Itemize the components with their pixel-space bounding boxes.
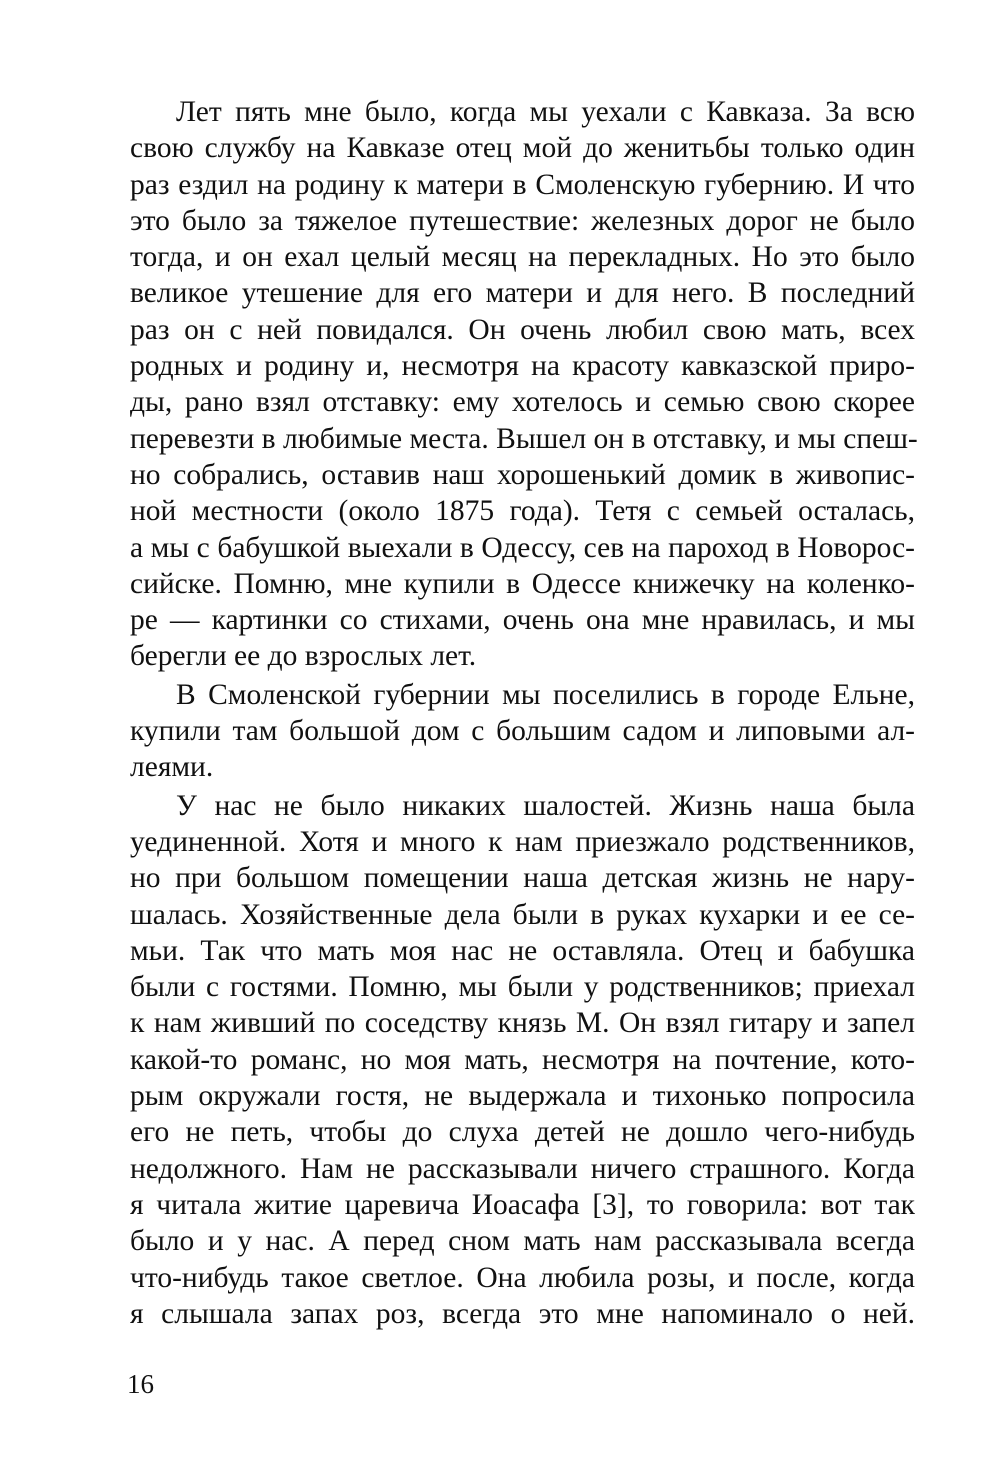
text-line: великое утешение для его матери и для него. В последний <box>130 277 915 310</box>
text-line: а мы с бабушкой выехали в Одессу, сев на пароход в Новорос- <box>130 531 915 564</box>
text-line: тогда, и он ехал целый месяц на перекладных. Но это было <box>130 241 915 274</box>
text-line: У нас не было никаких шалостей. Жизнь наша была <box>176 789 915 822</box>
text-line: мьи. Так что мать моя нас не оставляла. Отец и бабушка <box>130 934 915 967</box>
text-line: раз ездил на родину к матери в Смоленскую губернию. И что <box>130 168 915 201</box>
text-line: ре — картинки со стихами, очень она мне нравилась, и мы <box>130 604 915 637</box>
text-line: недолжного. Нам не рассказывали ничего страшного. Когда <box>130 1152 915 1185</box>
text-line: но при большом помещении наша детская жизнь не нару- <box>130 862 915 895</box>
text-line: это было за тяжелое путешествие: железных дорог не было <box>130 204 915 237</box>
text-line: леями. <box>130 751 214 784</box>
text-line: были с гостями. Помню, мы были у родственников; приехал <box>130 971 915 1004</box>
text-line: что-нибудь такое светлое. Она любила розы, и после, когда <box>130 1261 915 1294</box>
page-number: 16 <box>127 1369 154 1399</box>
text-line: ной местности (около 1875 года). Тетя с семьей осталась, <box>130 495 915 528</box>
text-line: Лет пять мне было, когда мы уехали с Кавказа. За всю <box>176 96 915 128</box>
text-line: сийске. Помню, мне купили в Одессе книжечку на коленко- <box>130 567 915 600</box>
text-line: его не петь, чтобы до слуха детей не дошло чего-нибудь <box>130 1116 915 1149</box>
text-line: перевезти в любимые места. Вышел он в отставку, и мы спеш- <box>130 422 918 455</box>
text-line: купили там большой дом с большим садом и липовыми ал- <box>130 715 915 748</box>
text-line: раз он с ней повидался. Он очень любил свою мать, всех <box>130 313 915 346</box>
paragraph-caucasus-departure <box>130 94 918 675</box>
text-line: шалась. Хозяйственные дела были в руках кухарки и ее се- <box>130 898 915 931</box>
text-line: но собрались, оставив наш хорошенький домик в живопис- <box>130 458 915 491</box>
text-line: ды, рано взял отставку: ему хотелось и семью свою скорее <box>130 386 915 419</box>
text-line: берегли ее до взрослых лет. <box>130 640 477 673</box>
body-text <box>130 94 918 1332</box>
text-line: к нам живший по соседству князь М. Он взял гитару и запел <box>130 1007 915 1040</box>
text-line: свою службу на Кавказе отец мой до женитьбы только один <box>130 132 915 165</box>
text-line: родных и родину и, несмотря на красоту кавказской приро- <box>130 350 915 383</box>
text-line: я слышала запах роз, всегда это мне напоминало о ней. <box>130 1297 915 1330</box>
text-line: В Смоленской губернии мы поселились в городе Ельне, <box>176 678 915 711</box>
text-line: было и у нас. А перед сном мать нам рассказывала всегда <box>130 1225 915 1258</box>
text-line: какой-то романс, но моя мать, несмотря на почтение, кото- <box>130 1043 915 1076</box>
text-line: я читала житие царевича Иоасафа [3], то говорила: вот так <box>130 1188 915 1221</box>
paragraph-childhood <box>130 788 915 1332</box>
text-line: рым окружали гостя, не выдержала и тихонько попросила <box>130 1080 915 1113</box>
text-line: уединенной. Хотя и много к нам приезжало родственников, <box>130 825 915 858</box>
paragraph-yelnya <box>130 677 915 786</box>
